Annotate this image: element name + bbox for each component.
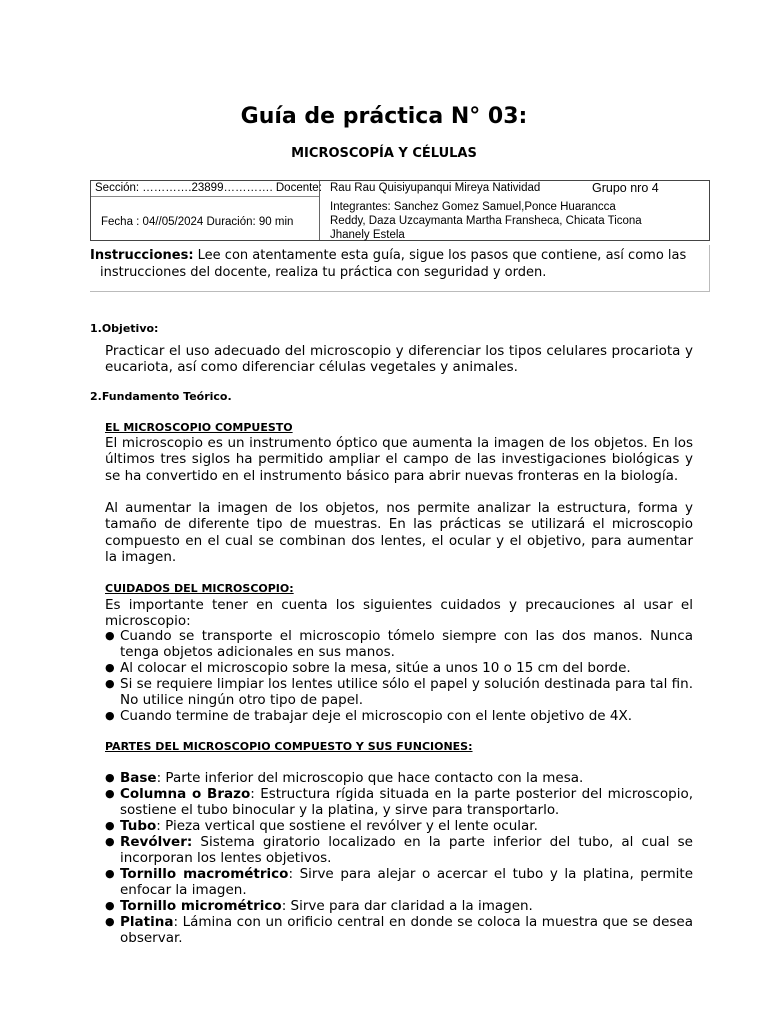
section-fundamento-heading: 2.Fundamento Teórico. xyxy=(90,390,232,403)
list-item xyxy=(105,898,693,914)
page-title: Guía de práctica N° 03: xyxy=(240,104,528,129)
part-term: Tornillo macrométrico xyxy=(120,866,289,882)
part-desc: : Lámina con un orificio central en donde se coloca la muestra que se desea observar. xyxy=(120,914,693,946)
cuidados-heading: CUIDADOS DEL MICROSCOPIO: xyxy=(105,582,294,595)
part-desc: : Estructura rígida situada en la parte posterior del microscopio, sostiene el tubo binocular y la platina, y sirve para transportarlo. xyxy=(120,786,694,818)
partes-heading: PARTES DEL MICROSCOPIO COMPUESTO Y SUS FUNCIONES: xyxy=(105,740,473,753)
part-desc: : Sirve para dar claridad a la imagen. xyxy=(281,898,533,914)
list-item xyxy=(105,914,693,946)
list-item xyxy=(105,818,693,834)
microscopio-paragraph-1: El microscopio es un instrumento óptico que aumenta la imagen de los objetos. En los últimos tres siglos ha permitido ampliar el campo de las investigaciones biológicas y se ha convertido en el instrumento básico para abrir nuevas fronteras en la biología. xyxy=(105,435,693,484)
list-item xyxy=(105,770,693,786)
docente-field: Rau Rau Quisiyupanqui Mireya Natividad xyxy=(330,182,541,194)
cuidados-intro: Es importante tener en cuenta los siguientes cuidados y precauciones al usar el microscopio: xyxy=(105,597,693,630)
integrantes-line-3: Jhanely Estela xyxy=(330,229,405,241)
part-term: Platina xyxy=(120,914,174,930)
part-desc: : Parte inferior del microscopio que hace contacto con la mesa. xyxy=(156,770,584,786)
seccion-field: Sección: ………….23899…………. Docente: xyxy=(95,182,322,194)
info-table xyxy=(90,180,710,241)
table-divider-horizontal xyxy=(91,196,319,197)
cuidados-list xyxy=(105,628,693,724)
part-term: Base xyxy=(120,770,157,786)
microscopio-heading: EL MICROSCOPIO COMPUESTO xyxy=(105,421,293,434)
microscopio-paragraph-2: Al aumentar la imagen de los objetos, nos permite analizar la estructura, forma y tamaño de diferente tipo de muestras. En las prácticas se utilizará el microscopio compuesto en el cual se combinan dos lentes, el ocular y el objetivo, para aumentar la imagen. xyxy=(105,500,693,566)
part-term: Revólver: xyxy=(120,834,193,850)
list-item xyxy=(105,834,693,866)
integrantes-line-2: Reddy, Daza Uzcaymanta Martha Fransheca, Chicata Ticona xyxy=(330,215,642,227)
instrucciones-label: Instrucciones: xyxy=(90,248,194,263)
instrucciones-box xyxy=(90,245,710,292)
objetivo-text: Practicar el uso adecuado del microscopio y diferenciar los tipos celulares procariota y eucariota, así como diferenciar células vegetales y animales. xyxy=(105,343,693,376)
part-desc: : Pieza vertical que sostiene el revólver y el lente ocular. xyxy=(156,818,538,834)
page-subtitle: MICROSCOPÍA Y CÉLULAS xyxy=(291,146,477,161)
list-item: ● Cuando se transporte el microscopio tómelo siempre con las dos manos. Nunca tenga objetos adicionales en sus manos. xyxy=(105,628,693,660)
list-item: ● Si se requiere limpiar los lentes utilice sólo el papel y solución destinada para tal fin. No utilice ningún otro tipo de papel. xyxy=(105,676,693,708)
part-term: Tubo xyxy=(120,818,157,834)
grupo-field: Grupo nro 4 xyxy=(592,181,659,195)
integrantes-line-1: Integrantes: Sanchez Gomez Samuel,Ponce Huarancca xyxy=(330,201,616,213)
part-desc: Sistema giratorio localizado en la parte inferior del tubo, al cual se incorporan los lentes objetivos. xyxy=(120,834,693,866)
partes-list xyxy=(105,770,693,946)
section-objetivo-heading: 1.Objetivo: xyxy=(90,322,159,335)
list-item: ● Cuando termine de trabajar deje el microscopio con el lente objetivo de 4X. xyxy=(105,708,693,724)
list-item xyxy=(105,866,693,898)
instrucciones-line-1: Lee con atentamente esta guía, sigue los pasos que contiene, así como las xyxy=(193,248,687,263)
part-term: Tornillo micrométrico xyxy=(120,898,282,914)
instrucciones-line-2: instrucciones del docente, realiza tu práctica con seguridad y orden. xyxy=(100,265,547,280)
list-item: ● Al colocar el microscopio sobre la mesa, sitúe a unos 10 o 15 cm del borde. xyxy=(105,660,693,676)
part-desc: : Sirve para alejar o acercar el tubo y la platina, permite enfocar la imagen. xyxy=(120,866,693,898)
list-item xyxy=(105,786,693,818)
part-term: Columna o Brazo xyxy=(120,786,251,802)
fecha-field: Fecha : 04//05/2024 Duración: 90 min xyxy=(101,216,294,228)
